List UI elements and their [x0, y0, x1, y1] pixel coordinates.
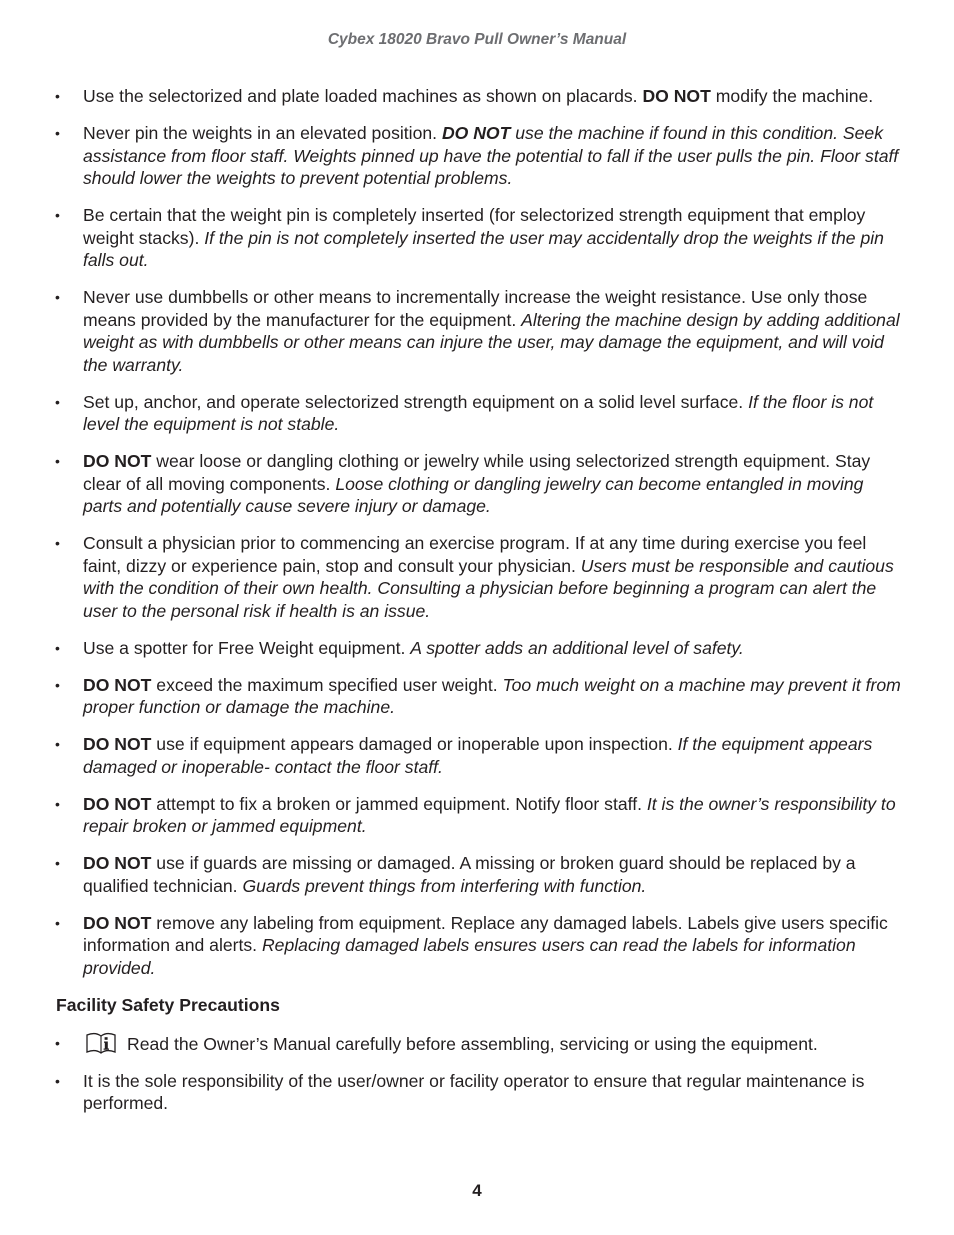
item-text: attempt to fix a broken or jammed equipment. Notify floor staff.: [151, 793, 647, 814]
item-note: If the equipment appears damaged or inoperable- contact the floor staff.: [83, 734, 873, 777]
bullet: •: [55, 125, 60, 141]
page-header: Cybex 18020 Bravo Pull Owner’s Manual: [327, 31, 627, 48]
bullet: •: [55, 88, 60, 104]
item-text: It is the sole responsibility of the user/owner or facility operator to ensure that regular maintenance is performed.: [83, 1070, 865, 1113]
list-item: [0, 204, 954, 272]
list-item: [0, 912, 954, 980]
list-item: [0, 637, 954, 660]
list-item: [0, 450, 954, 518]
item-note: Loose clothing or dangling jewelry can become entangled in moving parts and potentially cause severe injury or damage.: [83, 473, 864, 516]
item-text: modify the machine.: [710, 86, 874, 106]
emphasis: DO NOT: [83, 734, 152, 754]
item-text: Use a spotter for Free Weight equipment.: [83, 637, 411, 658]
bullet: •: [55, 453, 60, 469]
list-item: [0, 674, 954, 719]
emphasis: DO NOT: [83, 674, 152, 695]
emphasis: DO NOT: [83, 912, 152, 933]
item-text: use if guards are missing or damaged. A missing or broken guard should be replaced by a qualified technician.: [83, 853, 856, 896]
item-note: Users must be responsible and cautious with the condition of their own health. Consulting a physician before beginning a program can alert the user to the personal risk if health is an issue.: [83, 555, 894, 621]
list-item: [0, 1070, 954, 1115]
item-text: Be certain that the weight pin is completely inserted (for selectorized strength equipment that employ weight stacks).: [83, 205, 866, 248]
item-text: Set up, anchor, and operate selectorized strength equipment on a solid level surface.: [83, 391, 749, 412]
list-item: [0, 733, 954, 778]
emphasis: DO NOT: [83, 451, 152, 471]
item-note: Guards prevent things from interfering with function.: [242, 875, 647, 896]
item-text: Never use dumbbells or other means to incrementally increase the weight resistance. Use only those means provided by the manufacturer for the equipment.: [83, 287, 868, 330]
bullet: •: [55, 207, 60, 223]
list-item: [0, 852, 954, 897]
safety-list: [0, 85, 954, 1129]
list-item: [0, 1032, 954, 1056]
item-text: remove any labeling from equipment. Replace any damaged labels. Labels give users specific information and alerts.: [83, 912, 888, 955]
bullet: •: [55, 1034, 60, 1051]
emphasis: DO NOT: [441, 123, 511, 143]
item-note: use the machine if found in this condition. Seek assistance from floor staff. Weights pinned up have the potential to fall if the user pulls the pin. Floor staff should lower the weights to prevent potential problems.: [83, 123, 899, 188]
bullet: •: [55, 676, 60, 693]
bullet: •: [55, 736, 60, 752]
bullet: •: [55, 855, 60, 871]
item-note: It is the owner’s responsibility to repair broken or jammed equipment.: [83, 793, 896, 836]
item-note: If the pin is not completely inserted the user may accidentally drop the weights if the pin falls out.: [83, 227, 884, 270]
list-item: [0, 85, 954, 108]
bullet: •: [55, 289, 60, 305]
item-text: exceed the maximum specified user weight.: [151, 674, 503, 695]
bullet: •: [55, 1072, 60, 1089]
item-text: wear loose or dangling clothing or jewelry while using selectorized strength equipment. Stay clear of all moving components.: [83, 451, 871, 494]
emphasis: DO NOT: [83, 853, 152, 873]
item-text: Read the Owner’s Manual carefully before assembling, servicing or using the equipment.: [127, 1033, 818, 1054]
item-note: A spotter adds an additional level of safety.: [410, 637, 744, 658]
list-item: [0, 532, 954, 622]
item-text: Consult a physician prior to commencing an exercise program. If at any time during exercise you feel faint, dizzy or experience pain, stop and consult your physician.: [83, 533, 867, 576]
list-item: [0, 391, 954, 436]
bullet: •: [55, 393, 60, 410]
item-note: If the floor is not level the equipment is not stable.: [83, 391, 874, 434]
bullet: •: [55, 795, 60, 812]
emphasis: DO NOT: [642, 86, 711, 106]
manual-info-icon: [85, 1032, 117, 1054]
item-text: Use the selectorized and plate loaded machines as shown on placards.: [83, 86, 643, 106]
emphasis: DO NOT: [83, 793, 152, 814]
list-item: [0, 286, 954, 376]
item-note: Altering the machine design by adding additional weight as with dumbbells or other means can injure the user, may damage the equipment, and will void the warranty.: [83, 309, 900, 375]
item-text: Never pin the weights in an elevated position.: [83, 123, 442, 143]
list-item: [0, 122, 954, 190]
item-note: Replacing damaged labels ensures users can read the labels for information provided.: [83, 935, 856, 978]
bullet: •: [55, 914, 60, 931]
page-number: 4: [472, 1181, 482, 1200]
section-title: Facility Safety Precautions: [56, 994, 280, 1015]
item-text: use if equipment appears damaged or inoperable upon inspection.: [151, 734, 678, 754]
bullet: •: [55, 535, 60, 551]
list-item: [0, 793, 954, 838]
item-note: Too much weight on a machine may prevent it from proper function or damage the machine.: [83, 674, 901, 717]
bullet: •: [55, 639, 60, 656]
